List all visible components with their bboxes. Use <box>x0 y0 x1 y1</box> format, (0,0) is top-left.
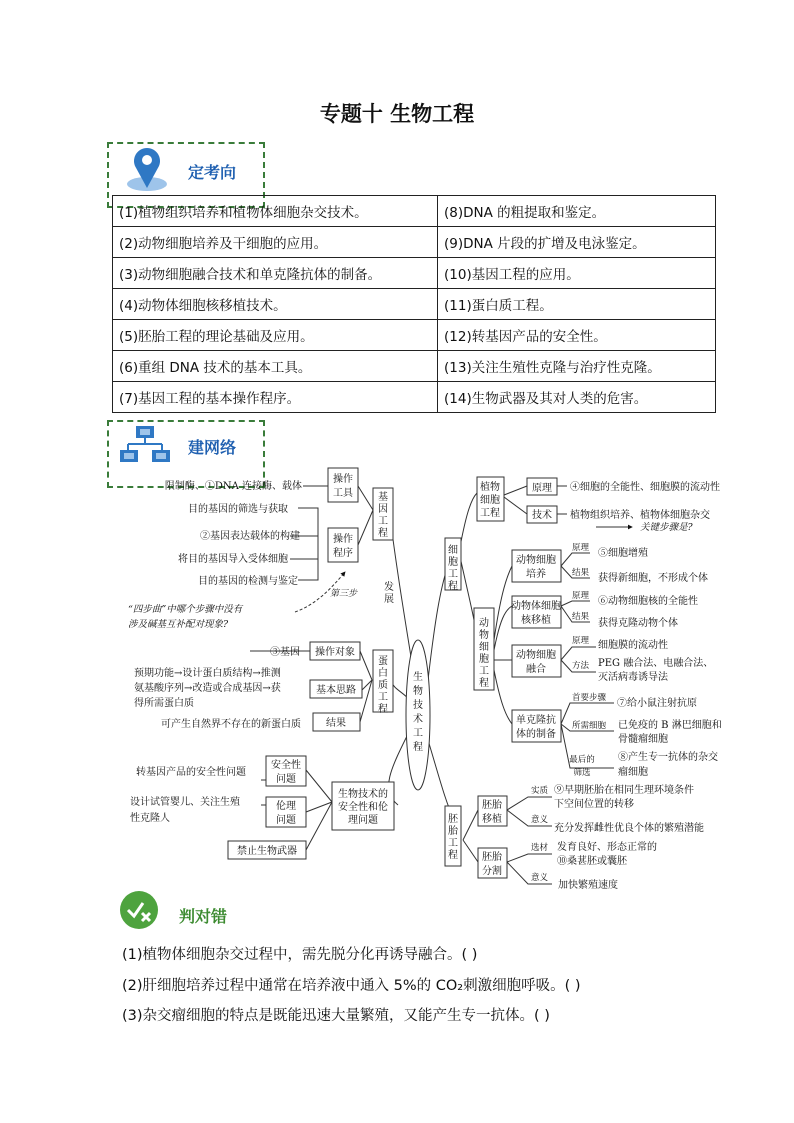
topic-row <box>113 196 716 227</box>
label-principle: 原理 <box>572 543 590 553</box>
label-meaning: 意义 <box>531 815 549 825</box>
box-culture: 动物细胞培养 <box>516 555 556 580</box>
split-select: 发育良好、形态正常的 ⑩桑葚胚或囊胚 <box>557 842 657 867</box>
topic-cell: (10)基因工程的应用。 <box>438 258 716 289</box>
topic-row <box>113 289 716 320</box>
handwritten-note: 第三步 <box>330 589 358 599</box>
box-procedure: 操作程序 <box>333 534 353 559</box>
plant-technique: 植物组织培养、植物体细胞杂交 <box>570 510 710 521</box>
label-meaning: 意义 <box>531 873 549 883</box>
fusion-principle: 细胞膜的流动性 <box>598 640 668 651</box>
section-label-network: 建网络 <box>188 438 237 457</box>
box-ban-weapons: 禁止生物武器 <box>237 846 297 857</box>
section-label-direction: 定考向 <box>188 163 237 182</box>
concept-map <box>0 455 794 900</box>
topics-table <box>112 195 716 413</box>
topic-cell: (11)蛋白质工程。 <box>438 289 716 320</box>
box-result: 结果 <box>326 718 346 729</box>
mab-cells: 已免疫的 B 淋巴细胞和骨髓瘤细胞 <box>618 720 722 745</box>
section-label-judge: 判对错 <box>179 907 228 926</box>
label-principle: 原理 <box>572 591 590 601</box>
box-plant-cell: 植物细胞工程 <box>480 482 500 519</box>
box-monoclonal: 单克隆抗体的制备 <box>516 715 556 740</box>
topic-cell: (2)动物细胞培养及干细胞的应用。 <box>113 227 438 258</box>
mab-screen: ⑧产生专一抗体的杂交瘤细胞 <box>618 752 718 778</box>
proc-step: 将目的基因导入受体细胞 <box>178 554 288 565</box>
label-cells: 所需细胞 <box>572 721 607 731</box>
topic-cell: (7)基因工程的基本操作程序。 <box>113 382 438 413</box>
nt-principle: ⑥动物细胞核的全能性 <box>598 596 698 607</box>
box-safety: 安全性问题 <box>271 760 301 785</box>
topic-row <box>113 258 716 289</box>
proc-step: 目的基因的筛选与获取 <box>188 504 288 515</box>
map-center: 生物技术工程 <box>413 672 423 753</box>
topic-row <box>113 351 716 382</box>
box-ethics: 伦理问题 <box>276 801 296 826</box>
transfer-essence: ⑨早期胚胎在相同生理环境条件下空间位置的转移 <box>554 785 694 810</box>
label-essence: 实质 <box>531 786 549 796</box>
topic-cell: (9)DNA 片段的扩增及电泳鉴定。 <box>438 227 716 258</box>
proc-step: ②基因表达载体的构建 <box>200 531 300 542</box>
handwritten-note: 关键步骤是? <box>640 522 693 533</box>
topic-row <box>113 320 716 351</box>
topic-cell: (4)动物体细胞核移植技术。 <box>113 289 438 320</box>
box-tools: 操作工具 <box>333 474 353 499</box>
ethics-text: 设计试管婴儿、关注生殖性克隆人 <box>130 797 240 824</box>
topic-cell: (12)转基因产品的安全性。 <box>438 320 716 351</box>
box-fusion: 动物细胞融合 <box>516 650 556 675</box>
transfer-meaning: 充分发挥雌性优良个体的繁殖潜能 <box>554 823 704 834</box>
box-technique: 技术 <box>532 510 552 521</box>
box-embryo-eng: 胚胎工程 <box>448 814 458 861</box>
label-result: 结果 <box>572 612 590 622</box>
topic-cell: (13)关注生殖性克隆与治疗性克隆。 <box>438 351 716 382</box>
safety-text: 转基因产品的安全性问题 <box>136 767 246 778</box>
topic-cell: (6)重组 DNA 技术的基本工具。 <box>113 351 438 382</box>
handwritten-question: “四步曲”中哪个步骤中没有涉及碱基互补配对现象? <box>128 604 243 630</box>
topic-cell: (8)DNA 的粗提取和鉴定。 <box>438 196 716 227</box>
box-object: 操作对象 <box>315 647 355 658</box>
label-result: 结果 <box>572 568 590 578</box>
split-meaning: 加快繁殖速度 <box>558 880 618 891</box>
proc-step: 目的基因的检测与鉴定 <box>198 576 298 587</box>
culture-principle: ⑤细胞增殖 <box>598 548 648 559</box>
box-protein-eng: 蛋白质工程 <box>378 656 388 715</box>
page-title: 专题十 生物工程 <box>319 102 475 126</box>
result-text: 可产生自然界不存在的新蛋白质 <box>161 719 301 730</box>
box-principle: 原理 <box>532 483 552 494</box>
mab-step1: ⑦给小鼠注射抗原 <box>617 698 697 709</box>
object-text: ③基因 <box>270 647 300 658</box>
box-nuclear-transfer: 动物体细胞核移植 <box>511 601 561 626</box>
plant-principle: ④细胞的全能性、细胞膜的流动性 <box>570 482 720 493</box>
label-select: 选材 <box>531 843 549 853</box>
topic-cell: (5)胚胎工程的理论基础及应用。 <box>113 320 438 351</box>
nt-result: 获得克隆动物个体 <box>598 618 678 629</box>
tools-text: 限制酶、①DNA 连接酶、载体 <box>164 481 302 492</box>
check-cross-icon <box>119 890 159 930</box>
question-item: (1)植物体细胞杂交过程中，需先脱分化再诱导融合。( ) <box>122 947 478 963</box>
topic-row <box>113 227 716 258</box>
idea-text: 预期功能→设计蛋白质结构→推测氨基酸序列→改造或合成基因→获得所需蛋白质 <box>134 668 281 709</box>
topic-cell: (14)生物武器及其对人类的危害。 <box>438 382 716 413</box>
box-safety-ethics: 生物技术的安全性和伦理问题 <box>338 789 388 826</box>
culture-result: 获得新细胞，不形成个体 <box>598 573 708 584</box>
box-animal-cell: 动物细胞工程 <box>479 618 489 689</box>
topic-cell: (3)动物细胞融合技术和单克隆抗体的制备。 <box>113 258 438 289</box>
box-embryo-split: 胚胎分割 <box>482 852 502 877</box>
box-embryo-transfer: 胚胎移植 <box>482 800 502 825</box>
fusion-method: PEG 融合法、电融合法、灭活病毒诱导法 <box>598 658 714 683</box>
question-item: (3)杂交瘤细胞的特点是既能迅速大量繁殖，又能产生专一抗体。( ) <box>122 1008 550 1024</box>
label-first-step: 首要步骤 <box>572 693 607 703</box>
label-method: 方法 <box>572 661 590 671</box>
topic-cell: (1)植物组织培养和植物体细胞杂交技术。 <box>113 196 438 227</box>
label-screen: 最后的筛选 <box>569 755 595 778</box>
label-principle: 原理 <box>572 636 590 646</box>
box-cell-eng: 细胞工程 <box>448 545 458 592</box>
box-gene-eng: 基因工程 <box>378 492 388 539</box>
location-pin-icon <box>121 144 173 196</box>
develop-label: 发展 <box>384 582 394 605</box>
box-idea: 基本思路 <box>316 685 356 696</box>
topic-row <box>113 382 716 413</box>
question-item: (2)肝细胞培养过程中通常在培养液中通入 5%的 CO₂刺激细胞呼吸。( ) <box>122 978 581 994</box>
